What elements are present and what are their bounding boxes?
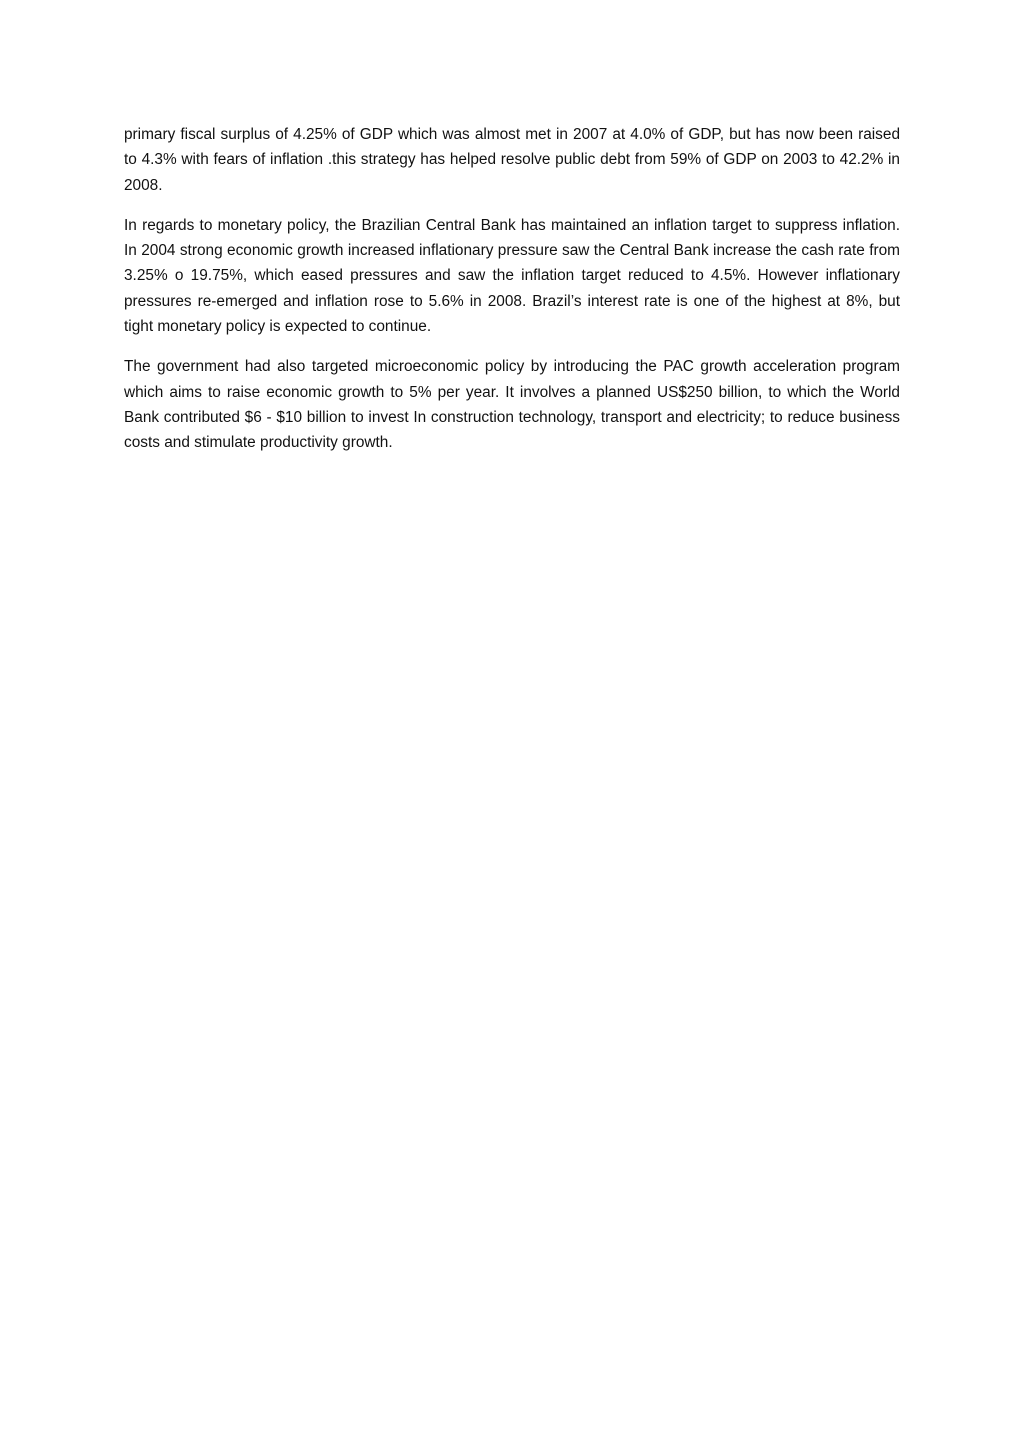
paragraph-fiscal-policy: primary fiscal surplus of 4.25% of GDP which was almost met in 2007 at 4.0% of GDP, but has now been raised to 4.3% with fears of inflation .this strategy has helped resolve public debt from 59% of GDP on 2003 to 42.2% in 2008. xyxy=(124,126,900,194)
paragraph-monetary-policy: In regards to monetary policy, the Brazilian Central Bank has maintained an inflation target to suppress inflation. In 2004 strong economic growth increased inflationary pressure saw the Central Bank increase the cash rate from 3.25% o 19.75%, which eased pressures and saw the inflation target reduced to 4.5%. However inflationary pressures re-emerged and inflation rose to 5.6% in 2008. Brazil’s interest rate is one of the highest at 8%, but tight monetary policy is expected to continue. xyxy=(124,216,900,336)
body-text xyxy=(124,122,900,471)
paragraph-microeconomic-policy: The government had also targeted microeconomic policy by introducing the PAC growth acceleration program which aims to raise economic growth to 5% per year. It involves a planned US$250 billion, to which the World Bank contributed $6 - $10 billion to invest In construction technology, transport and electricity; to reduce business costs and stimulate productivity growth. xyxy=(124,358,900,452)
